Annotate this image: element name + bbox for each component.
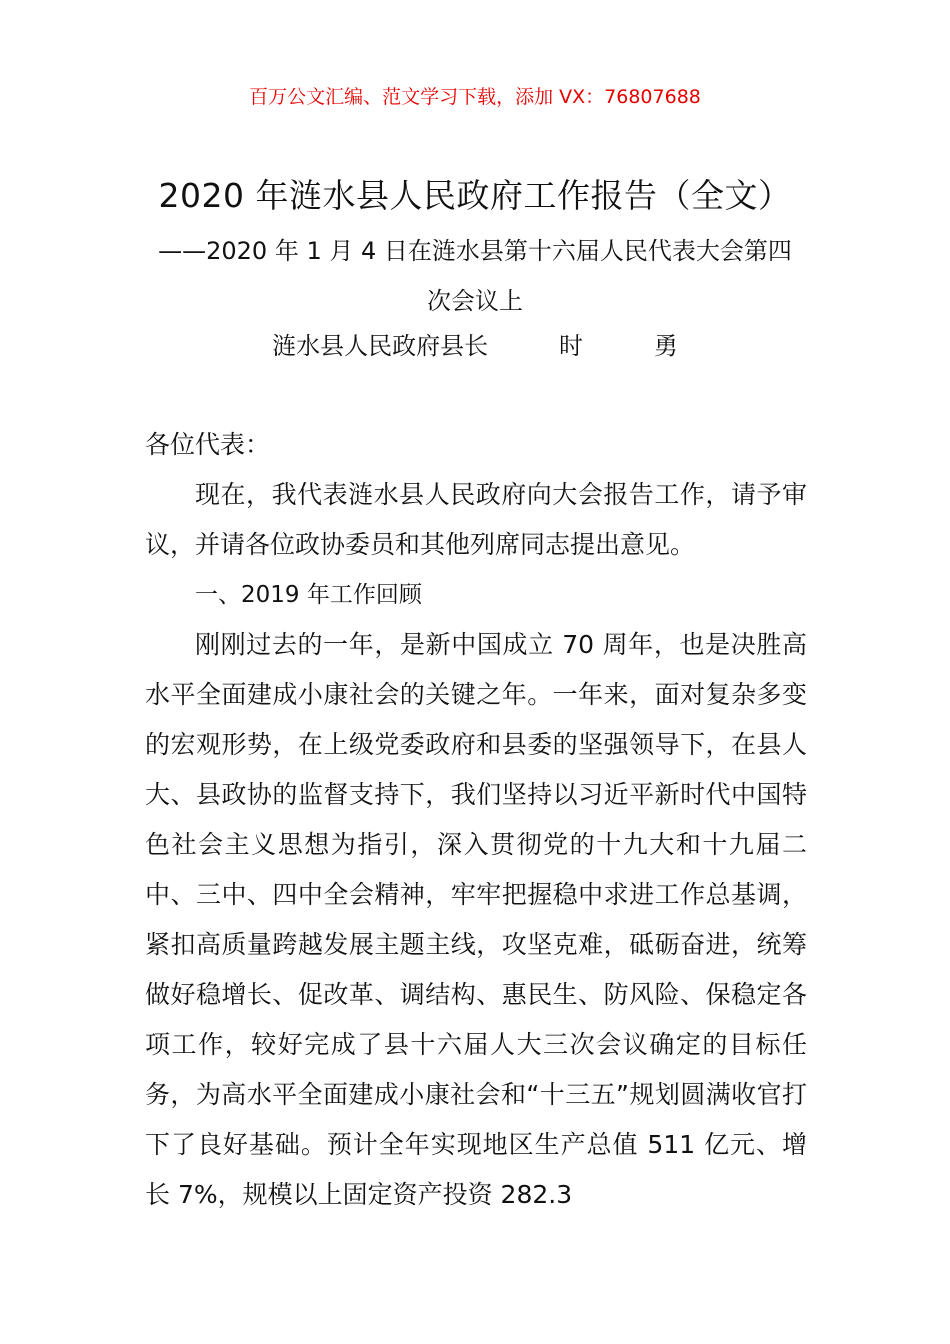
salutation: 各位代表：	[145, 430, 271, 459]
document-subtitle: ——2020 年 1 月 4 日在涟水县第十六届人民代表大会第四次会议上	[158, 237, 792, 315]
intro-paragraph: 现在，我代表涟水县人民政府向大会报告工作，请予审议，并请各位政协委员和其他列席同志提出意见。	[145, 480, 807, 559]
document-title: 2020 年涟水县人民政府工作报告（全文）	[158, 176, 792, 215]
section-heading: 一、2019 年工作回顾	[195, 582, 422, 608]
watermark-text: 百万公文汇编、范文学习下载，添加 VX：76807688	[249, 86, 701, 108]
review-paragraph: 刚刚过去的一年，是新中国成立 70 周年，也是决胜高水平全面建成小康社会的关键之年。一年来，面对复杂多变的宏观形势，在上级党委政府和县委的坚强领导下，在县人大、县政协的监督支持下，我们坚持以习近平新时代中国特色社会主义思想为指引，深入贯彻党的十九大和十九届二中、三中、四中全会精神，牢牢把握稳中求进工作总基调，紧扣高质量跨越发展主题主线，攻坚克难，砥砺奋进，统筹做好稳增长、促改革、调结构、惠民生、防风险、保稳定各项工作，较好完成了县十六届人大三次会议确定的目标任务，为高水平全面建成小康社会和“十三五”规划圆满收官打下了良好基础。预计全年实现地区生产总值 511 亿元、增长 7%，规模以上固定资产投资 282.3	[145, 630, 807, 1209]
document-author: 涟水县人民政府县长 时 勇	[272, 332, 678, 360]
document-body	[145, 420, 807, 1220]
